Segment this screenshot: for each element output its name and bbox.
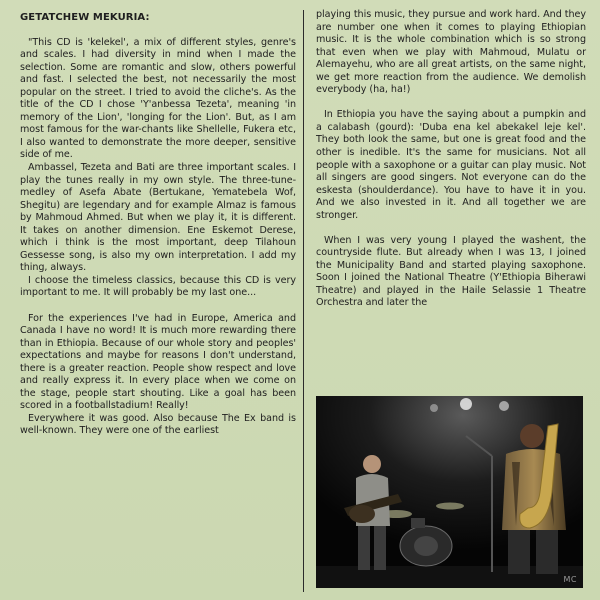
- paragraph: For the experiences I've had in Europe, America and Canada I have no word! It is much more rewarding there than in Ethiopia. Because of our whole story and peoples' expectations and maybe for reasons I don't understand, there is a greater reaction. People show respect and love and really express it. In every place when we come on the stage, people start shouting. Like a goal has been scored in a footballstadium! Really!: [20, 312, 296, 412]
- right-column: [316, 9, 586, 310]
- left-column: [20, 12, 296, 438]
- paragraph: In Ethiopia you have the saying about a pumpkin and a calabash (gourd): 'Duba ena kel abekakel leje kel'. They both look the same, but one is great food and the other is inedible. It's the same for musicians. Not all people with a saxophone or a guitar can play music. Not all singers are good singers. Not everyone can do the eskesta (shoulderdance). You have to have it in you. And we also invested in it. And all together we are stronger.: [316, 109, 586, 221]
- paragraph: Everywhere it was good. Also because The Ex band is well-known. They were one of the earliest: [20, 412, 296, 437]
- photo-credit: MC: [563, 575, 577, 584]
- column-divider: [303, 10, 304, 592]
- paragraph: playing this music, they pursue and work hard. And they are number one when it comes to playing Ethiopian music. It is the whole combination which is so strong that even when we play with Mahmoud, Mulatu or Alemayehu, who are all great artists, on the same night, we get more reaction from the audience. We demolish everybody (ha, ha!): [316, 9, 586, 96]
- concert-photo-illustration: [316, 396, 583, 588]
- paragraph: Ambassel, Tezeta and Bati are three important scales. I play the tunes really in my own style. The three-tune-medley of Asefa Abate (Bertukane, Yematebela Wof, Shegitu) are legendary and for example Almaz is famous by Mahmoud Ahmed. But when we play it, it is different. It takes on another dimension. Ene Eskemot Derese, which i think is the most important, deep Tilahoun Gessesse song, is also my own interpretation. I add my thing, always.: [20, 162, 296, 274]
- page-heading: GETATCHEW MEKURIA:: [20, 12, 150, 23]
- paragraph: When I was very young I played the washent, the countryside flute. But already when I was 13, I joined the Municipality Band and started playing saxophone. Soon I joined the National Theatre (Y'Ethiopia Biherawi Theatre) and played in the Haile Selassie 1 Theatre Orchestra and later the: [316, 234, 586, 309]
- paragraph: I choose the timeless classics, because this CD is very important to me. It will probably be my last one...: [20, 274, 296, 299]
- paragraph: "This CD is 'kelekel', a mix of different styles, genre's and scales. I had diversity in mind when I made the selection. Some are romantic and slow, others powerful and fast. I selected the best, not necessarily the most popular on the street. I tried to avoid the cliche's. As the title of the CD I chose 'Y'anbessa Tezeta', meaning 'in memory of the Lion', 'longing for the Lion'. But, as I am most famous for the war-chants like Shellelle, Fukera etc, I also wanted to demonstrate the more deeper, sensitive side of me.: [20, 36, 296, 161]
- concert-photo: [316, 396, 583, 588]
